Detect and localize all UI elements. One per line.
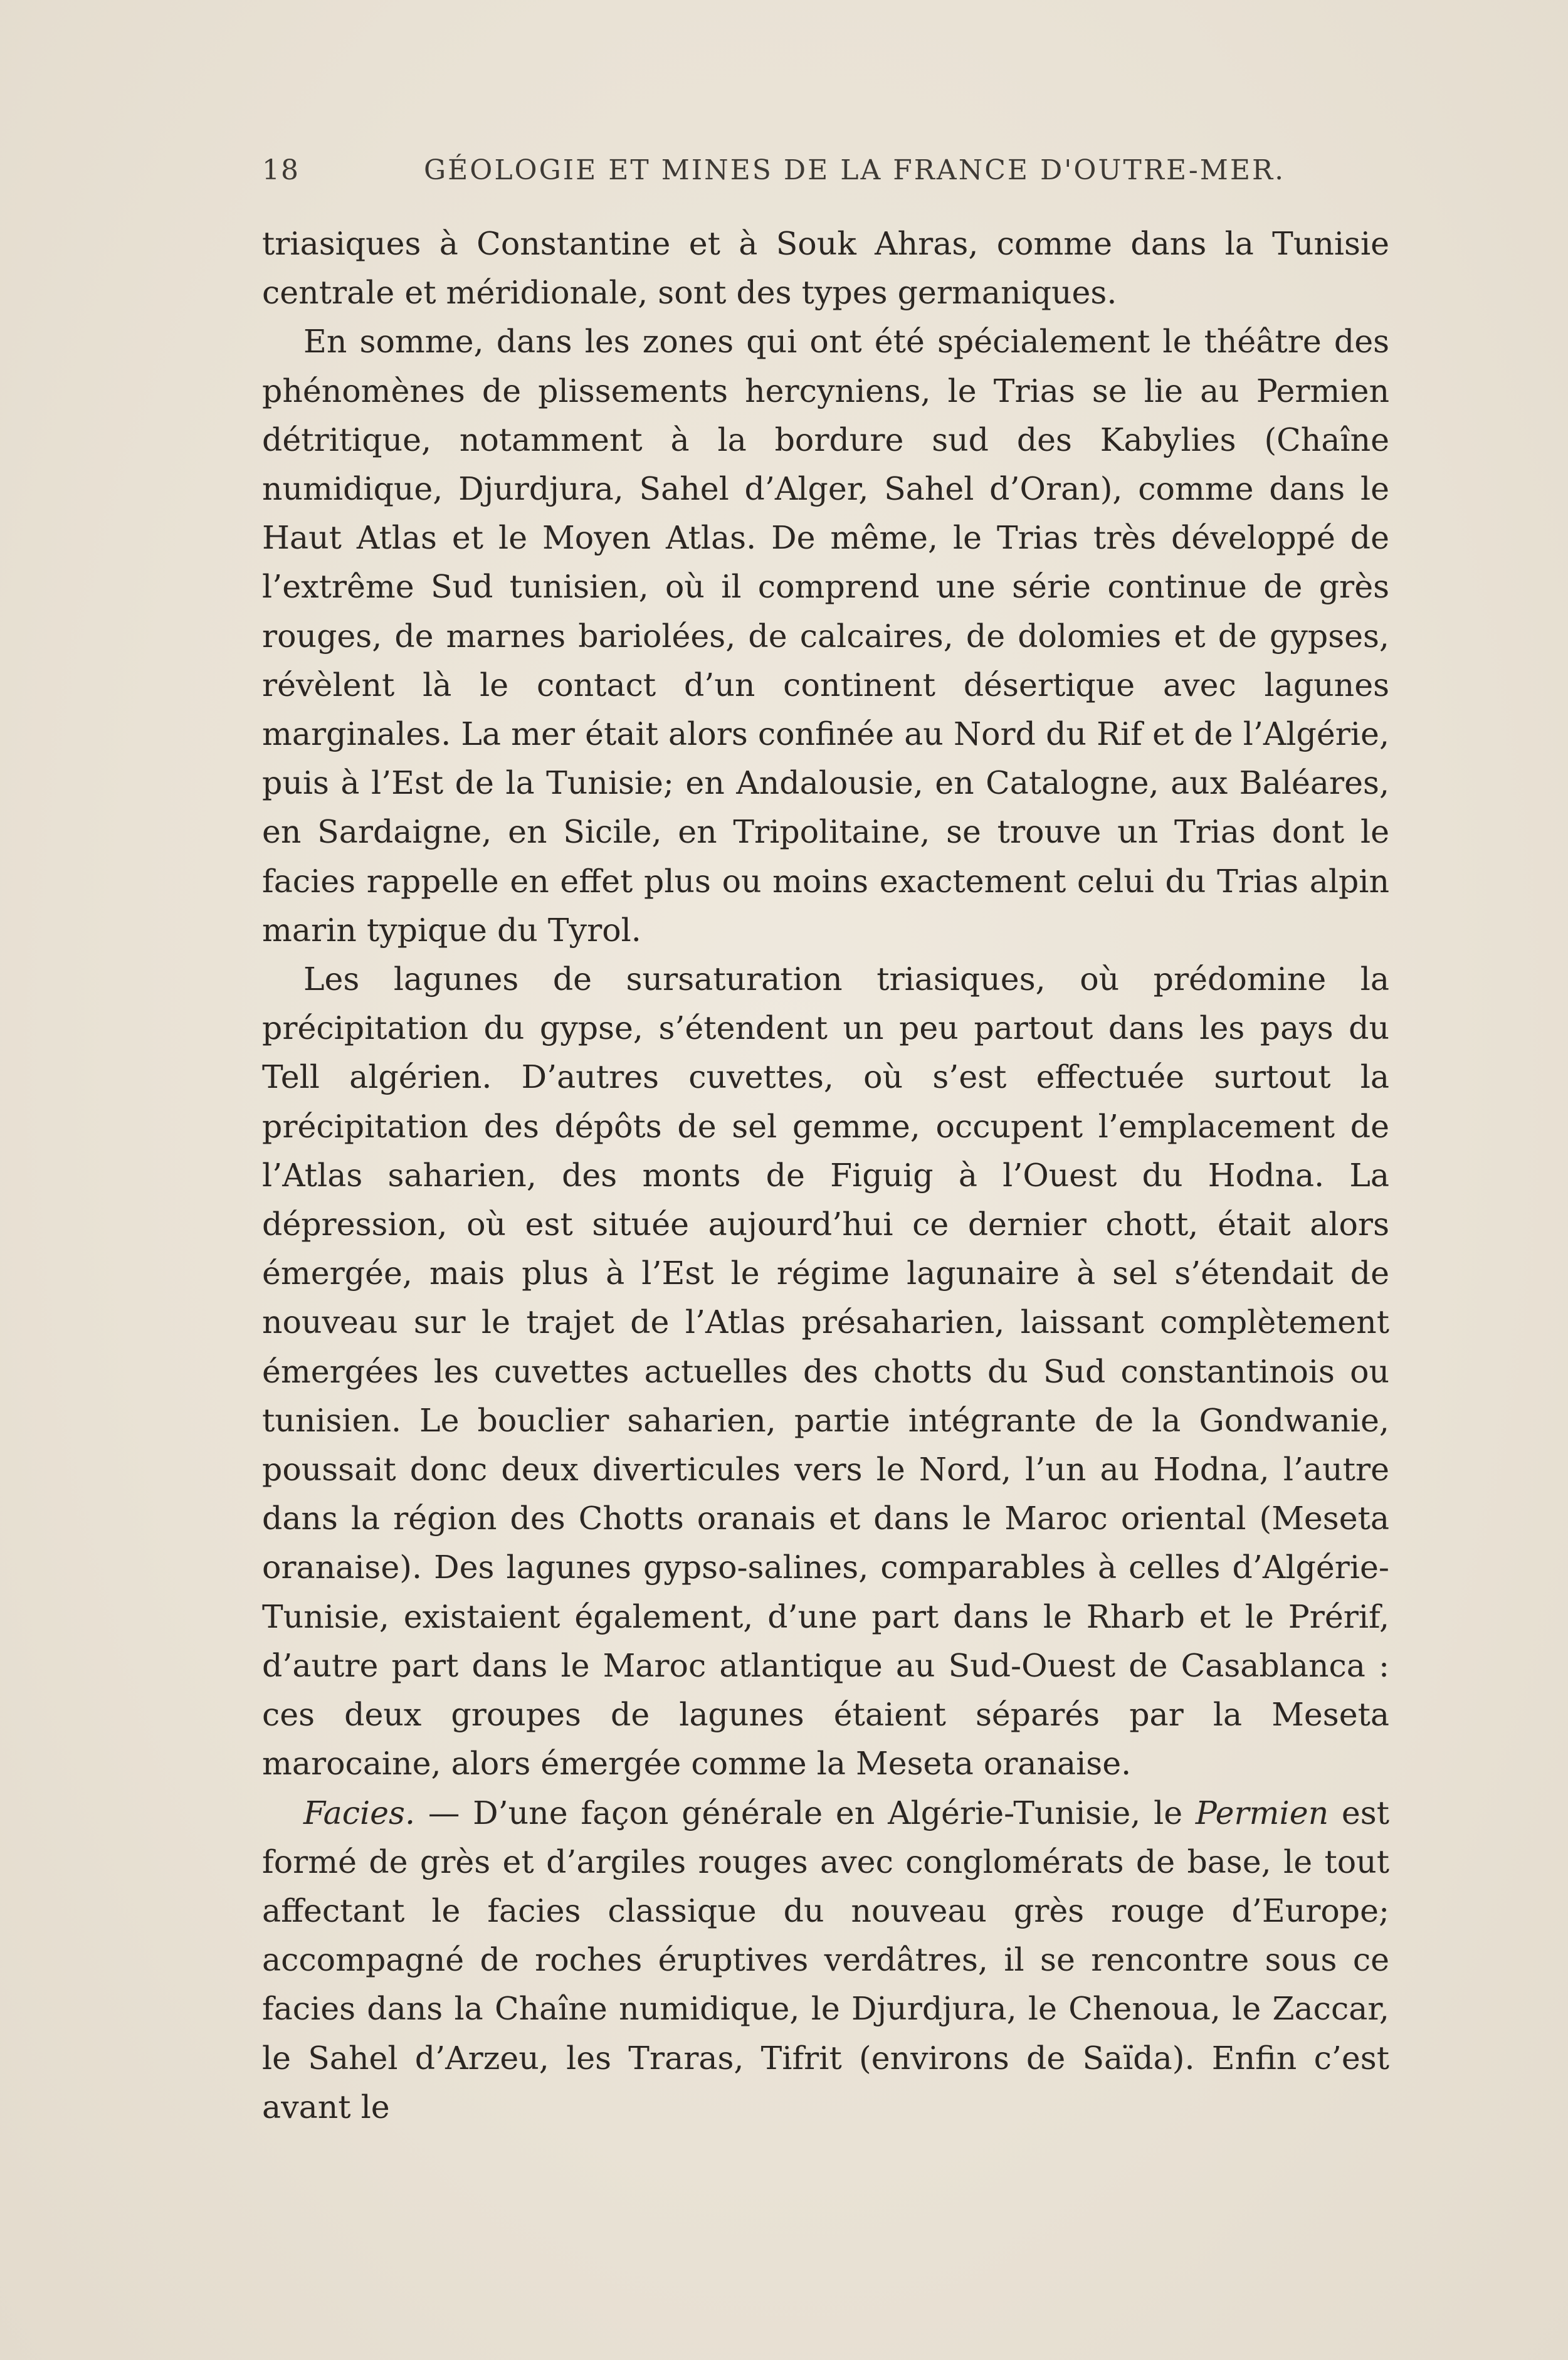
facies-label: Facies. [303,1794,416,1831]
page-number: 18 [262,154,300,186]
paragraph-continuation: triasiques à Constantine et à Souk Ahras, comme dans la Tunisie centrale et méridionale, sont des types germaniques. [262,225,1389,312]
running-title: GÉOLOGIE ET MINES DE LA FRANCE D'OUTRE-MER. [424,154,1286,186]
facies-rest: est formé de grès et d’argiles rouges avec conglomérats de base, le tout affectant le facies classique du nouveau grès rouge d’Europe; accompagné de roches éruptives verdâtres, il se rencontre sous ce facies dans la Chaîne numidique, le Djurdjura, le Chenoua, le Zaccar, le Sahel d’Arzeu, les Traras, Tifrit (environs de Saïda). Enfin c’est avant le [262,1794,1390,2126]
facies-lead: — D’une façon générale en Algérie-Tunisie, le [415,1794,1196,1831]
paragraph-facies [262,1789,1389,2132]
page-header [262,154,1391,198]
permien-term: Permien [1195,1794,1329,1831]
paragraph-lagunes: Les lagunes de sursaturation triasiques, où prédomine la précipitation du gypse, s’étendent un peu partout dans les pays du Tell algérien. D’autres cuvettes, où s’est effectuée surtout la précipitation des dépôts de sel gemme, occupent l’emplacement de l’Atlas saharien, des monts de Figuig à l’Ouest du Hodna. La dépression, où est située aujourd’hui ce dernier chott, était alors émergée, mais plus à l’Est le régime lagunaire à sel s’étendait de nouveau sur le trajet de l’Atlas présaharien, laissant complètement émergées les cuvettes actuelles des chotts du Sud constantinois ou tunisien. Le bouclier saharien, partie intégrante de la Gondwanie, poussait donc deux diverticules vers le Nord, l’un au Hodna, l’autre dans la région des Chotts oranais et dans le Maroc oriental (Meseta oranaise). Des lagunes gypso-salines, comparables à celles d’Algérie-Tunisie, existaient également, d’une part dans le Rharb et le Prérif, d’autre part dans le Maroc atlantique au Sud-Ouest de Casablanca : ces deux groupes de lagunes étaient séparés par la Meseta marocaine, alors émergée comme la Meseta oranaise. [262,961,1389,1783]
paragraph-trias-permien: En somme, dans les zones qui ont été spécialement le théâtre des phénomènes de plissements hercyniens, le Trias se lie au Permien détritique, notamment à la bordure sud des Kabylies (Chaîne numidique, Djurdjura, Sahel d’Alger, Sahel d’Oran), comme dans le Haut Atlas et le Moyen Atlas. De même, le Trias très développé de l’extrême Sud tunisien, où il comprend une série continue de grès rouges, de marnes bariolées, de calcaires, de dolomies et de gypses, révèlent là le contact d’un continent désertique avec lagunes marginales. La mer était alors confinée au Nord du Rif et de l’Algérie, puis à l’Est de la Tunisie; en Andalousie, en Catalogne, aux Baléares, en Sardaigne, en Sicile, en Tripolitaine, se trouve un Trias dont le facies rappelle en effet plus ou moins exactement celui du Trias alpin marin typique du Tyrol. [262,323,1389,949]
body-text [262,219,1389,2132]
